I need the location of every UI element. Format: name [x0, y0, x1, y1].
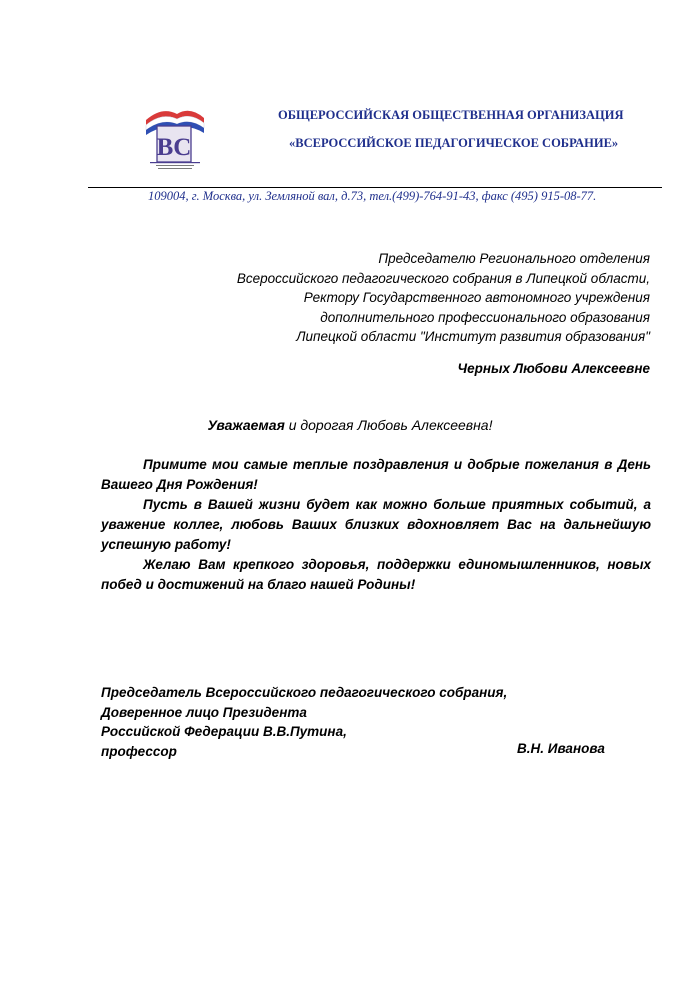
recipient-block [237, 249, 650, 347]
signature-line: Российской Федерации В.В.Путина, [101, 724, 347, 739]
signatory-name: В.Н. Иванова [517, 741, 605, 756]
organization-name: «ВСЕРОССИЙСКОЕ ПЕДАГОГИЧЕСКОЕ СОБРАНИЕ» [289, 136, 619, 150]
organization-address: 109004, г. Москва, ул. Земляной вал, д.73, тел.(499)-764-91-43, факс (495) 915-08-77. [148, 189, 597, 203]
signature-line: Доверенное лицо Президента [101, 704, 307, 720]
organization-type: ОБЩЕРОССИЙСКАЯ ОБЩЕСТВЕННАЯ ОРГАНИЗАЦИЯ [278, 108, 624, 122]
organization-logo [144, 104, 206, 170]
body-paragraph: Примите мои самые теплые поздравления и добрые пожелания в День Вашего Дня Рождения! [101, 457, 651, 492]
signature-line: Председатель Всероссийского педагогического собрания, [101, 685, 508, 700]
signature-line: профессор [101, 743, 177, 759]
signature-block [101, 683, 507, 761]
salutation [0, 417, 700, 433]
recipient-line: дополнительного профессионального образования [320, 309, 650, 325]
svg-text:ВС: ВС [156, 134, 192, 161]
recipient-line: Липецкой области "Институт развития образования" [296, 329, 650, 344]
recipient-line: Всероссийского педагогического собрания в Липецкой области, [236, 270, 650, 286]
salutation-bold: Уважаемая [207, 417, 285, 433]
recipient-name: Черных Любови Алексеевне [457, 361, 650, 376]
salutation-rest: и дорогая Любовь Алексеевна! [284, 417, 493, 433]
pedagogical-assembly-emblem-icon [144, 104, 206, 170]
letter-body [101, 455, 651, 595]
recipient-line: Ректору Государственного автономного учреждения [303, 290, 650, 305]
recipient-line: Председателю Регионального отделения [378, 251, 650, 266]
header-divider [88, 187, 662, 188]
body-paragraph: Желаю Вам крепкого здоровья, поддержки единомышленников, новых побед и достижений на благо нашей Родины! [101, 557, 651, 592]
body-paragraph: Пусть в Вашей жизни будет как можно больше приятных событий, а уважение коллег, любовь Ваших близких вдохновляет Вас на дальнейшую успешную работу! [101, 497, 651, 552]
